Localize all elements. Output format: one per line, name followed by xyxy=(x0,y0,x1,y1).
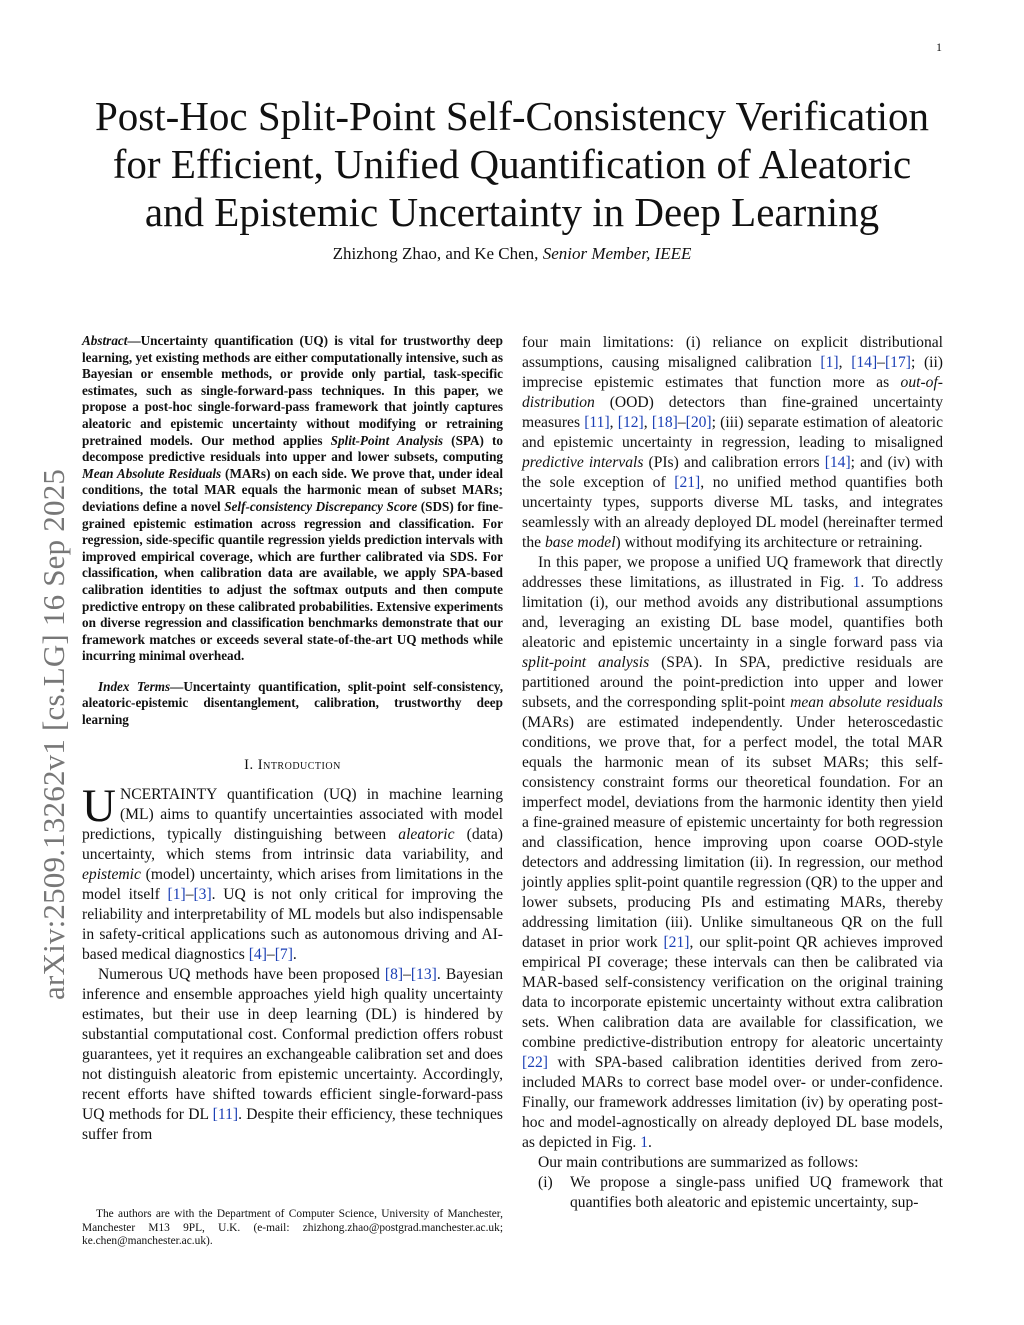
body-text: ; and (iv) with the sole exception of xyxy=(522,454,943,491)
citation-link[interactable]: [21] xyxy=(674,474,701,491)
body-text: ; (iii) separate estimation of aleatoric and epistemic uncertainty in regression, leading to misaligned xyxy=(522,414,944,451)
right-paragraph-2 xyxy=(522,553,943,1153)
body-text: . To address limitation (i), our method avoids any distributional assumptions and, leveraging an existing DL base model, quantifies both aleatoric and epistemic uncertainty in a single forward pass via xyxy=(522,574,943,651)
footnote-text: The authors are with the Department of Computer Science, University of Manchester, Manchester M13 9PL, U.K. (e-mail: zhizhong.zhao@postgrad.manchester.ac.uk; ke.chen@manchester.ac.uk). xyxy=(82,1208,503,1247)
page-number: 1 xyxy=(936,40,942,54)
body-text: . xyxy=(648,1134,652,1151)
section-heading-introduction xyxy=(82,755,503,775)
emphasis-text: out-of-distribution xyxy=(522,374,943,411)
abstract-text: —Uncertainty quantification (UQ) is vital for trustworthy deep learning, yet existing methods are either computationally intensive, such as Bayesian or ensemble methods, or provide only partial, task-specific estimates, such as single-forward-pass techniques. In this paper, we propose a post-hoc single-forward-pass framework that jointly captures aleatoric and epistemic uncertainty without modifying or retraining pretrained models. Our method applies xyxy=(82,333,503,448)
author-names: Zhizhong Zhao, and Ke Chen, xyxy=(332,244,539,263)
body-text: , xyxy=(643,414,652,431)
author-line xyxy=(0,244,1024,264)
body-text: , our split-point QR achieves improved empirical PI coverage; these intervals can then be calibrated via MAR-based self-consistency verification on the original training data to incorporate epistemic uncertainty without extra calibration sets. When calibration data are available for classification, we combine predictive-distribution entropy for aleatoric uncertainty xyxy=(522,934,943,1051)
citation-link[interactable]: [7] xyxy=(274,945,293,963)
citation-link[interactable]: [18] xyxy=(651,414,678,431)
citation-link[interactable]: [14] xyxy=(851,354,878,371)
citation-link[interactable]: [12] xyxy=(617,414,644,431)
intro-paragraph-1 xyxy=(82,779,503,965)
abstract-emphasis-sds: Self-consistency Discrepancy Score xyxy=(224,498,418,514)
citation-link[interactable]: [11] xyxy=(584,414,610,431)
emphasis-text: mean absolute residuals xyxy=(790,694,943,711)
body-text: (OOD) detectors than fine-grained uncertainty measures xyxy=(522,394,943,431)
body-text: , no unified method quantifies both uncertainty types, supports diverse ML tasks, and integrates seamlessly with an already deployed DL model (hereinafter termed the xyxy=(522,474,943,551)
citation-link[interactable]: [17] xyxy=(884,354,911,371)
body-text: . Despite their efficiency, these techniques suffer from xyxy=(82,1105,503,1143)
citation-link[interactable]: [14] xyxy=(824,454,851,471)
abstract-label: Abstract xyxy=(82,333,128,348)
right-paragraph-3: Our main contributions are summarized as follows: xyxy=(538,1154,859,1171)
citation-link[interactable]: [13] xyxy=(410,965,437,983)
body-text: Numerous UQ methods have been proposed xyxy=(98,965,385,983)
body-text: – xyxy=(403,965,411,983)
title-line-3: and Epistemic Uncertainty in Deep Learning xyxy=(144,189,880,235)
citation-link[interactable]: [20] xyxy=(685,414,712,431)
citation-link[interactable]: [3] xyxy=(193,885,212,903)
citation-link[interactable]: [4] xyxy=(248,945,267,963)
title-line-2: for Efficient, Unified Quantification of Aleatoric xyxy=(112,141,912,187)
paper-title xyxy=(0,92,1024,236)
list-item-label: (i) xyxy=(538,1174,553,1191)
emphasis-text: split-point analysis xyxy=(522,654,650,671)
index-terms-label: Index Terms xyxy=(98,678,171,694)
abstract-text: (SPA) to decompose predictive residuals into upper and lower subsets, computing xyxy=(82,432,504,465)
index-terms-text: —Uncertainty quantification, split-point self-consistency, aleatoric-epistemic disentanglement, calibration, trustworthy deep learning xyxy=(82,678,503,728)
dropcap-lead-word: NCERTAINTY xyxy=(119,785,217,803)
emphasis-text: predictive intervals xyxy=(522,454,644,471)
body-text: . UQ is not only critical for improving the reliability and interpretability of ML models but also indispensable in safety-critical applications such as autonomous driving and AI-based medical diagnostics xyxy=(82,885,503,963)
emphasis-text: epistemic xyxy=(82,865,141,883)
list-item-text: We propose a single-pass unified UQ framework that quantifies both aleatoric and epistemic uncertainty, sup- xyxy=(570,1174,943,1211)
title-line-1: Post-Hoc Split-Point Self-Consistency Verification xyxy=(95,93,929,139)
body-text: , xyxy=(609,414,618,431)
arxiv-identifier-stamp: arXiv:2509.13262v1 [cs.LG] 16 Sep 2025 xyxy=(36,468,71,1000)
body-text: – xyxy=(677,414,686,431)
body-text: with SPA-based calibration identities derived from zero-included MARs to correct base model over- or under-confidence. Finally, our framework addresses limitation (iv) by operating post-hoc and model-agnostically on already deployed DL base models, as depicted in Fig. xyxy=(522,1054,943,1151)
citation-link[interactable]: [1] xyxy=(167,885,186,903)
dropcap-letter: U xyxy=(82,779,116,832)
intro-paragraph-2 xyxy=(82,965,503,1145)
body-text: . xyxy=(292,945,297,963)
body-text: ) without modifying its architecture or retraining. xyxy=(615,534,923,551)
right-column xyxy=(522,333,943,1213)
body-text: In this paper, we propose a unified UQ framework that directly addresses these limitations, as illustrated in Fig. xyxy=(522,554,943,591)
citation-link[interactable]: [8] xyxy=(384,965,404,983)
body-text: (PIs) and calibration errors xyxy=(643,454,825,471)
index-terms xyxy=(82,679,503,729)
body-text: – xyxy=(266,945,275,963)
citation-link[interactable]: [21] xyxy=(663,934,690,951)
section-number: I. xyxy=(244,756,254,773)
citation-link[interactable]: [1] xyxy=(820,354,839,371)
abstract-emphasis-mar: Mean Absolute Residuals xyxy=(82,465,222,481)
author-role: Senior Member, IEEE xyxy=(542,244,692,263)
citation-link[interactable]: [11] xyxy=(212,1105,239,1123)
body-text: – xyxy=(877,354,885,371)
body-text: quantification (UQ) in machine learning (ML) aims to quantify uncertainties associated with model predictions, typically distinguishing between xyxy=(82,785,503,843)
emphasis-text: aleatoric xyxy=(398,825,455,843)
abstract-text: (MARs) on each side. We prove that, under ideal conditions, the total MAR equals the harmonic mean of subset MARs; deviations define a novel xyxy=(82,465,503,514)
body-text: four main limitations: (i) reliance on explicit distributional assumptions, causing misaligned calibration xyxy=(522,334,943,371)
body-text: (SPA). In SPA, predictive residuals are partitioned around the point-prediction into upper and lower subsets, and the corresponding split-point xyxy=(522,654,943,711)
figure-link[interactable]: 1 xyxy=(640,1134,649,1151)
contribution-list-item xyxy=(522,1173,943,1213)
body-text: – xyxy=(185,885,194,903)
body-text: ; (ii) imprecise epistemic estimates that function more as xyxy=(522,354,944,391)
abstract-text: (SDS) for fine-grained epistemic estimation across regression and classification. For regression, side-specific quantile regression yields prediction intervals with improved empirical coverage, which are further calibrated via SDS. For classification, when calibration data are available, we apply SPA-based calibration identities to adjust the softmax outputs and then compute predictive entropy on these calibrated probabilities. Extensive experiments on diverse regression and classification benchmarks demonstrate that our framework matches or exceeds several state-of-the-art UQ methods while incurring minimal overhead. xyxy=(82,498,503,664)
emphasis-text: base model xyxy=(544,534,616,551)
left-column xyxy=(82,333,503,1145)
body-text: . Bayesian inference and ensemble approaches yield high quality uncertainty estimates, but their use in deep learning (DL) is hindered by substantial computational cost. Conformal prediction offers robust guarantees, yet it requires an exchangeable calibration set and does not distinguish aleatoric from epistemic uncertainty. Accordingly, recent efforts have shifted towards efficient single-forward-pass UQ methods for DL xyxy=(82,965,503,1123)
body-text: (data) uncertainty, which stems from intrinsic data variability, and xyxy=(82,825,503,863)
abstract xyxy=(82,333,503,665)
abstract-emphasis-spa: Split-Point Analysis xyxy=(330,432,444,448)
body-text: (model) uncertainty, which arises from limitations in the model itself xyxy=(82,865,503,903)
body-text: (MARs) are estimated independently. Under heteroscedastic conditions, we prove that, for a perfect model, the total MAR equals the harmonic mean of its subset MARs; this self-consistency constraint forms our theoretical foundation. For an imperfect model, deviations from the harmonic identity then yield a fine-grained measure of epistemic uncertainty for both regression and classification, hence improving upon coarse OOD-style detectors and addressing limitation (ii). In regression, our method jointly applies split-point quantile regression (QR) to the upper and lower subsets, producing PIs and estimating MARs, thereby addressing limitation (iii). Unlike simultaneous QR on the full dataset in prior work xyxy=(522,714,943,951)
figure-link[interactable]: 1 xyxy=(852,574,861,591)
body-text: , xyxy=(838,354,852,371)
author-affiliation-footnote xyxy=(82,1208,503,1249)
section-title: Introduction xyxy=(257,756,341,773)
right-paragraph-1 xyxy=(522,333,943,553)
citation-link[interactable]: [22] xyxy=(522,1054,548,1071)
